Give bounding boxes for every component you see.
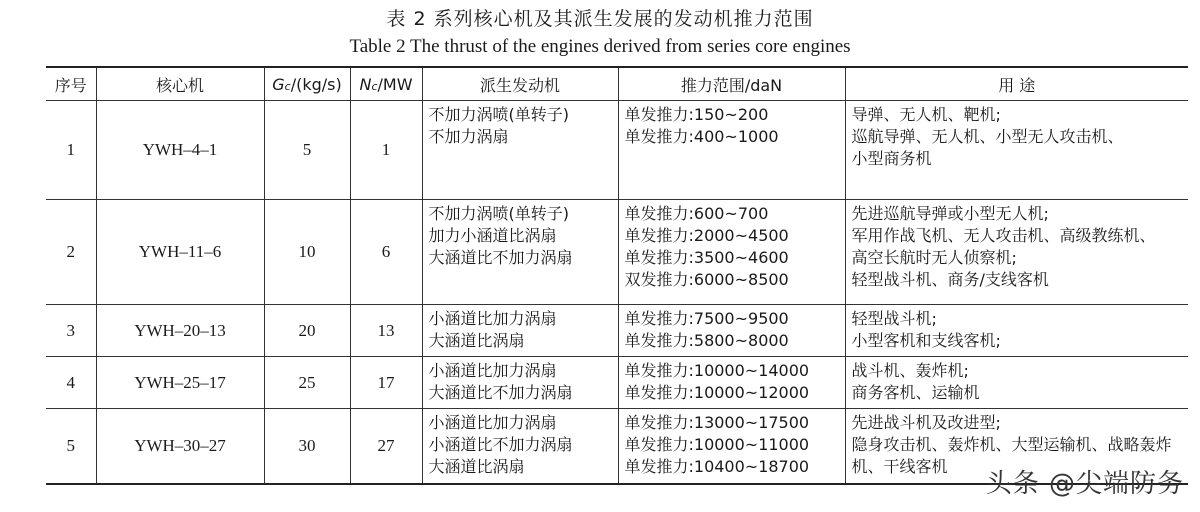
thrust-line: 单发推力:400~1000	[624, 127, 779, 146]
cell-no: 4	[46, 357, 96, 409]
use-line: 先进巡航导弹或小型无人机;	[851, 204, 1049, 223]
derived-line: 不加力涡扇	[428, 127, 509, 146]
use-line: 隐身攻击机、轰炸机、大型运输机、战略轰炸	[851, 435, 1172, 454]
cell-use	[845, 200, 1188, 305]
use-line: 小型客机和支线客机;	[851, 331, 1001, 350]
table-row	[46, 101, 1188, 200]
derived-line: 不加力涡喷(单转子)	[428, 105, 569, 124]
cell-nc: 17	[350, 357, 422, 409]
thrust-line: 单发推力:10000~12000	[624, 383, 810, 402]
thrust-line: 单发推力:10000~14000	[624, 361, 810, 380]
derived-line: 大涵道比不加力涡扇	[428, 383, 573, 402]
thrust-line: 单发推力:150~200	[624, 105, 769, 124]
table-title-english: Table 2 The thrust of the engines derived from series core engines	[349, 36, 851, 57]
cell-core: YWH–11–6	[96, 200, 264, 305]
use-line: 机、干线客机	[851, 457, 948, 476]
cell-thrust	[618, 200, 845, 305]
cell-gc: 5	[264, 101, 350, 200]
header-gc: Gc/(kg/s)	[264, 67, 350, 101]
header-use: 用 途	[845, 67, 1188, 101]
thrust-line: 单发推力:600~700	[624, 204, 769, 223]
use-line: 军用作战飞机、无人攻击机、高级教练机、	[851, 226, 1156, 245]
use-line: 巡航导弹、无人机、小型无人攻击机、	[851, 127, 1124, 146]
thrust-table	[46, 66, 1188, 485]
cell-nc: 13	[350, 305, 422, 357]
cell-use	[845, 305, 1188, 357]
derived-line: 小涵道比加力涡扇	[428, 309, 557, 328]
cell-derived	[422, 101, 618, 200]
thrust-line: 双发推力:6000~8500	[624, 270, 789, 289]
cell-thrust	[618, 409, 845, 484]
cell-core: YWH–20–13	[96, 305, 264, 357]
cell-gc: 30	[264, 409, 350, 484]
thrust-line: 单发推力:3500~4600	[624, 248, 789, 267]
use-line: 轻型战斗机;	[851, 309, 937, 328]
cell-core: YWH–30–27	[96, 409, 264, 484]
cell-nc: 1	[350, 101, 422, 200]
derived-line: 加力小涵道比涡扇	[428, 226, 557, 245]
derived-line: 小涵道比加力涡扇	[428, 413, 557, 432]
header-row	[46, 67, 1188, 101]
cell-nc: 6	[350, 200, 422, 305]
cell-gc: 25	[264, 357, 350, 409]
use-line: 战斗机、轰炸机;	[851, 361, 969, 380]
cell-no: 1	[46, 101, 96, 200]
cell-no: 2	[46, 200, 96, 305]
cell-core: YWH–4–1	[96, 101, 264, 200]
table-row	[46, 200, 1188, 305]
cell-derived	[422, 200, 618, 305]
cell-core: YWH–25–17	[96, 357, 264, 409]
cell-use	[845, 357, 1188, 409]
header-derived: 派生发动机	[422, 67, 618, 101]
table-title-chinese: 表 2 系列核心机及其派生发展的发动机推力范围	[386, 8, 814, 30]
thrust-line: 单发推力:10000~11000	[624, 435, 810, 454]
watermark: 头条 @尖端防务	[985, 469, 1184, 499]
cell-gc: 10	[264, 200, 350, 305]
header-nc: Nc/MW	[350, 67, 422, 101]
derived-line: 大涵道比涡扇	[428, 457, 525, 476]
header-core: 核心机	[96, 67, 264, 101]
derived-line: 不加力涡喷(单转子)	[428, 204, 569, 223]
cell-derived	[422, 357, 618, 409]
derived-line: 小涵道比不加力涡扇	[428, 435, 573, 454]
thrust-line: 单发推力:13000~17500	[624, 413, 810, 432]
use-line: 高空长航时无人侦察机;	[851, 248, 1017, 267]
table-row	[46, 357, 1188, 409]
table-row	[46, 305, 1188, 357]
cell-nc: 27	[350, 409, 422, 484]
header-no: 序号	[46, 67, 96, 101]
cell-thrust	[618, 305, 845, 357]
cell-no: 5	[46, 409, 96, 484]
cell-thrust	[618, 101, 845, 200]
thrust-line: 单发推力:7500~9500	[624, 309, 789, 328]
use-line: 轻型战斗机、商务/支线客机	[851, 270, 1049, 289]
use-line: 小型商务机	[851, 149, 932, 168]
cell-use	[845, 101, 1188, 200]
cell-thrust	[618, 357, 845, 409]
derived-line: 大涵道比涡扇	[428, 331, 525, 350]
thrust-line: 单发推力:5800~8000	[624, 331, 789, 350]
use-line: 商务客机、运输机	[851, 383, 980, 402]
cell-derived	[422, 305, 618, 357]
cell-gc: 20	[264, 305, 350, 357]
cell-derived	[422, 409, 618, 484]
derived-line: 大涵道比不加力涡扇	[428, 248, 573, 267]
use-line: 导弹、无人机、靶机;	[851, 105, 1001, 124]
thrust-line: 单发推力:10400~18700	[624, 457, 810, 476]
cell-no: 3	[46, 305, 96, 357]
use-line: 先进战斗机及改进型;	[851, 413, 1001, 432]
header-thrust: 推力范围/daN	[618, 67, 845, 101]
derived-line: 小涵道比加力涡扇	[428, 361, 557, 380]
thrust-line: 单发推力:2000~4500	[624, 226, 789, 245]
